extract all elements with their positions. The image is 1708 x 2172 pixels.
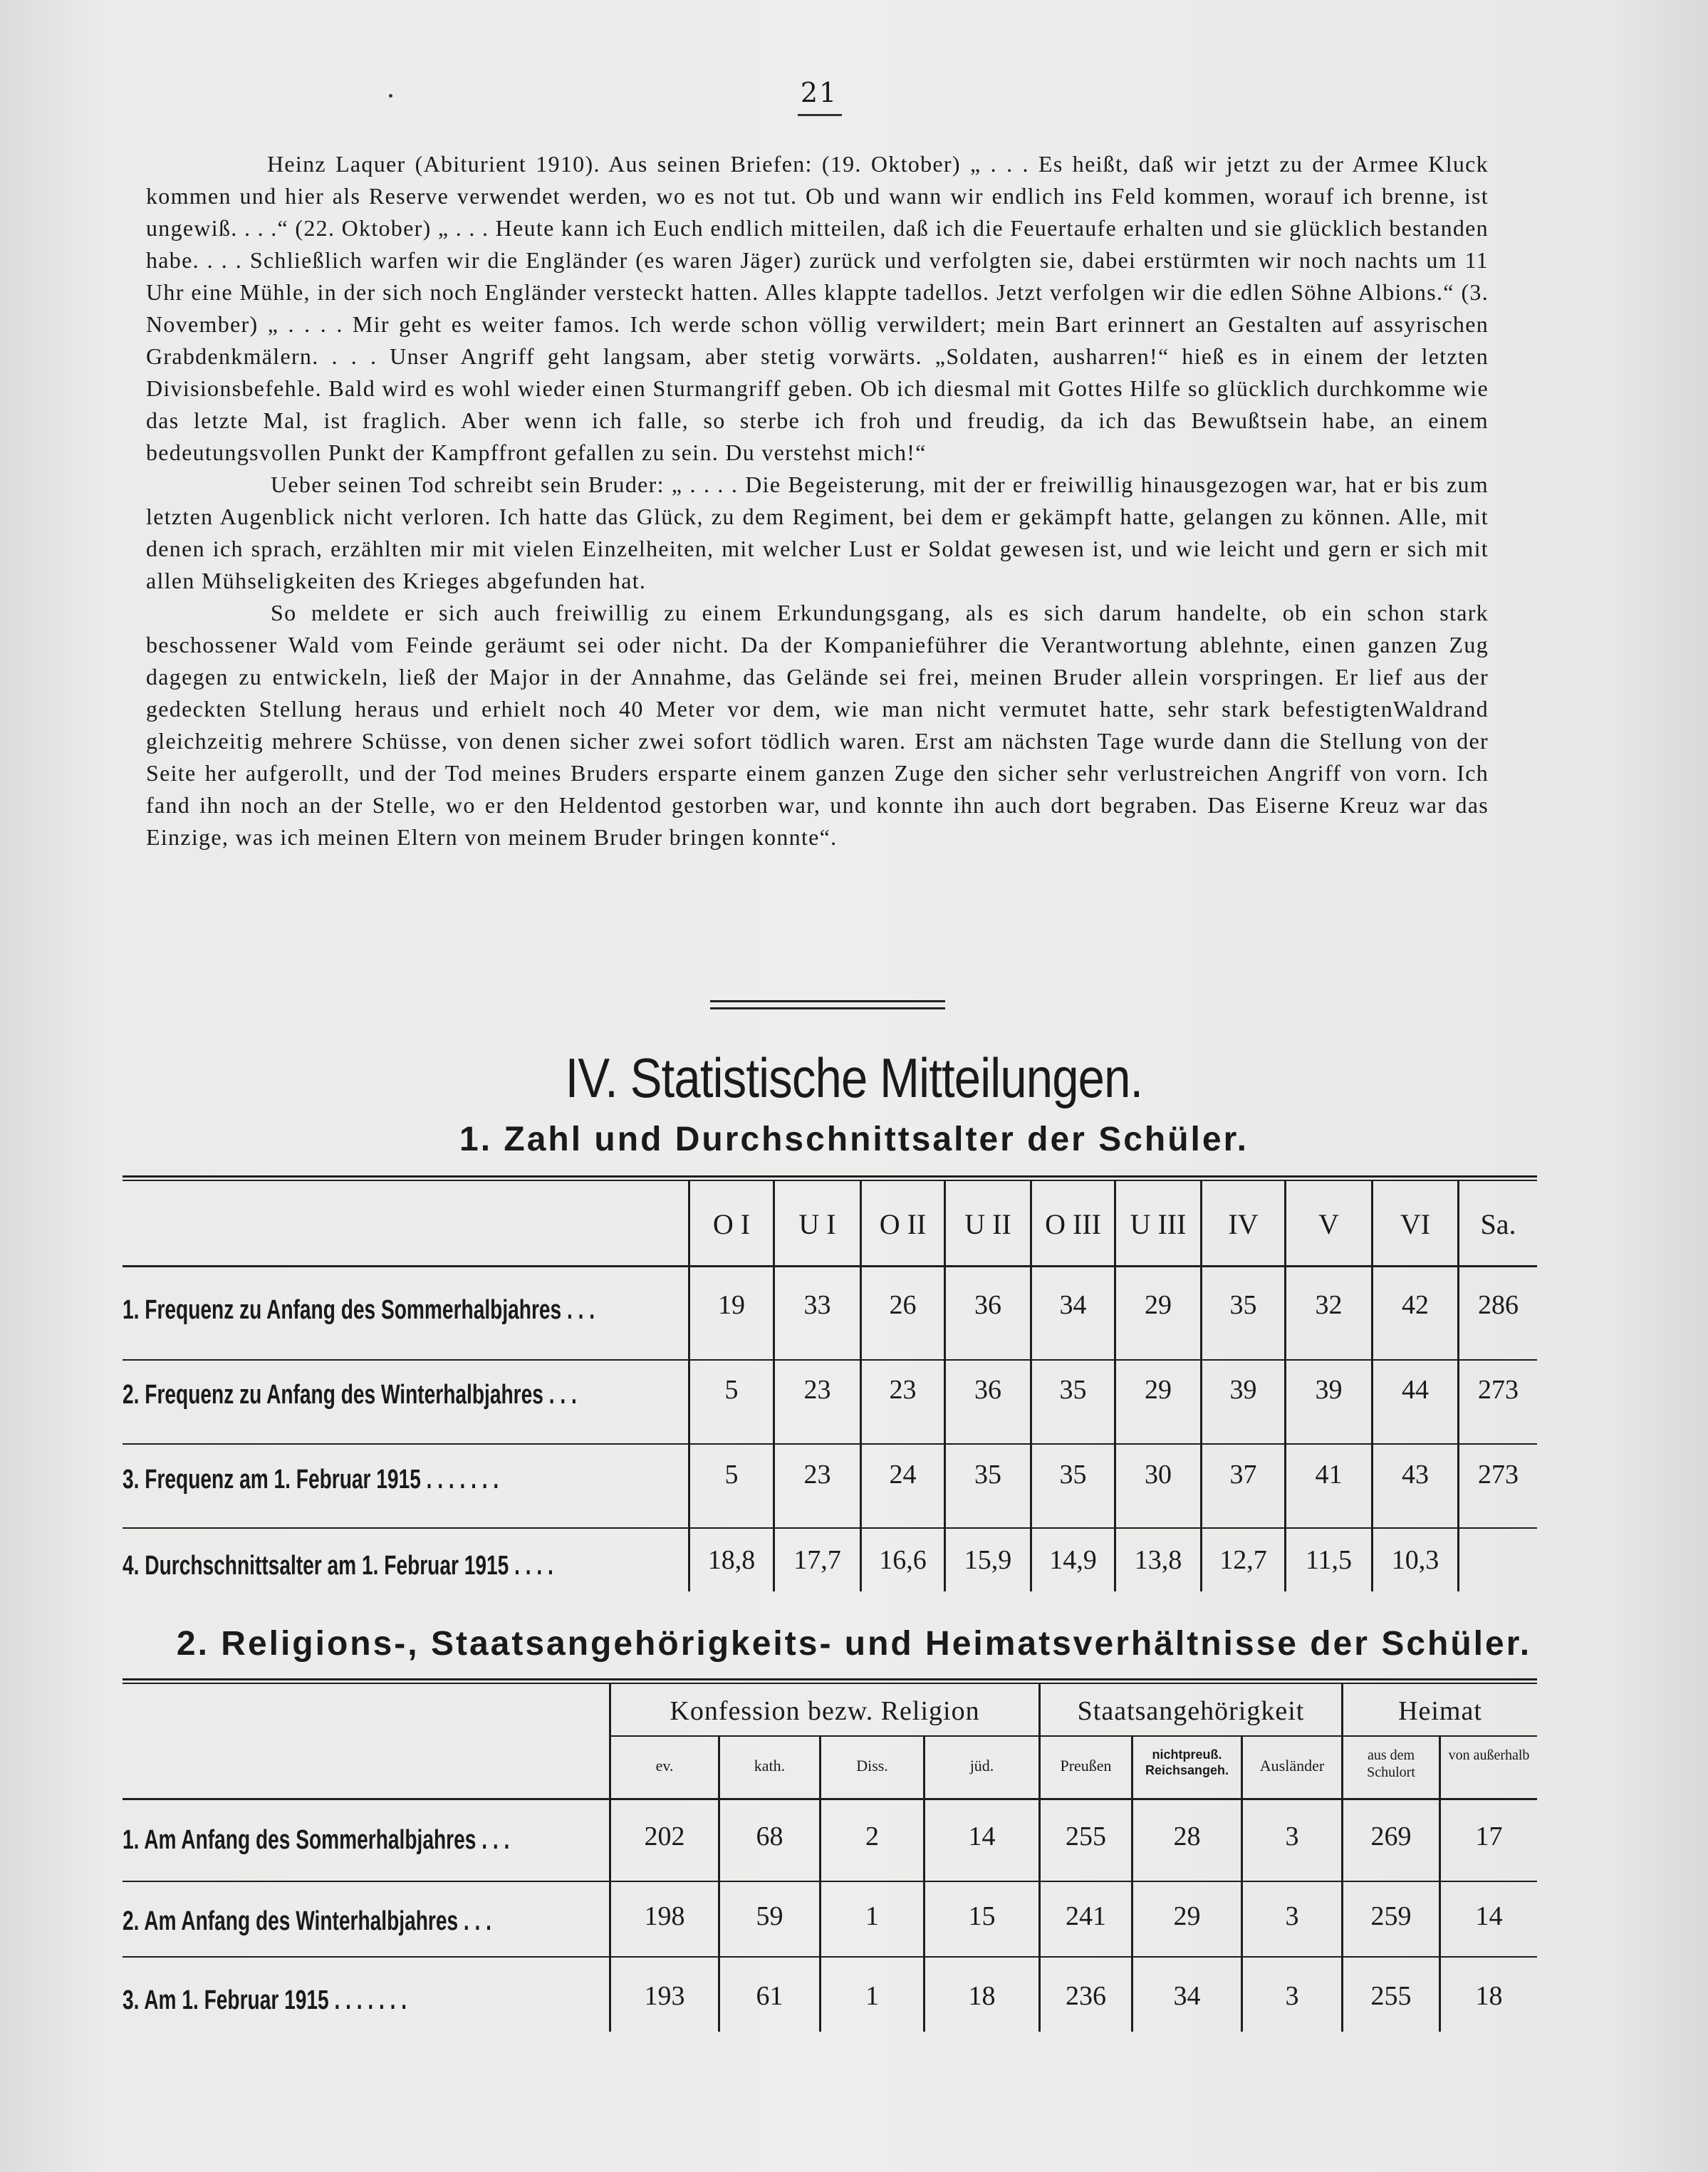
col-header: V [1318,1208,1339,1240]
section-divider-top [710,1000,945,1002]
table2-cell: 255 [1066,1822,1106,1851]
table1-row-label: 1. Frequenz zu Anfang des Sommerhalbjahres . . . [123,1295,595,1325]
table2-cell: 3 [1285,1822,1299,1851]
table2-top-rule [123,1678,1537,1680]
paragraph-brother: Ueber seinen Tod schreibt sein Bruder: „ . . . . Die Begeisterung, mit der er freiwillig hinausgezogen war, hat er bis zum letzten Augenblick nicht verloren. Ich hatte das Glück, zu dem Regiment, bei dem er gekämpft hatte, gelangen zu können. Alle, mit denen ich sprach, erzählten mir mit vielen Einzelheiten, mit welcher Lust er Soldat gewesen ist, und wie leicht und gern er sich mit allen Mühseligkeiten des Krieges abgefunden hat. [146,472,1489,593]
table1-cell: 23 [803,1460,831,1490]
col-header: U III [1130,1208,1187,1240]
table1-cell: 17,7 [793,1545,841,1575]
table1-cell: 23 [889,1375,917,1405]
col-header: O III [1045,1208,1101,1240]
table2-cell: 17 [1475,1822,1503,1851]
table1-cell: 23 [803,1375,831,1405]
table2-cell: 2 [865,1822,879,1851]
sub-header: aus dem Schulort [1367,1747,1415,1780]
table1-cell: 32 [1315,1290,1343,1320]
col-header: U I [798,1208,836,1240]
table1-cell: 35 [1059,1460,1087,1490]
table2-row-rule [123,1956,1537,1958]
paragraph-death: So meldete er sich auch freiwillig zu einem Erkundungsgang, als es sich darum handelte, ob ein schon stark beschossener Wald vom Feinde geräumt sei oder nicht. Da der Kompanieführer die Verantwortung ablehnte, einen ganzen Zug dagegen zu entwickeln, ließ der Major in der Annahme, das Gelände sei frei, meinen Bruder allein vorspringen. Er lief aus der gedeckten Stellung heraus und erhielt noch 40 Meter vor dem, wie man nicht vermutet hatte, sehr stark befestigtenWaldrand gleichzeitig mehrere Schüsse, von denen sicher zwei sofort tödlich waren. Erst am nächsten Tage wurde dann die Stellung von der Seite her aufgerollt, und der Tod meines Bruders ersparte einem ganzen Zuge den sicher sehr verlustreichen Angriff von vorn. Ich fand ihn noch an der Stelle, wo er den Heldentod gestorben war, und konnte ihn auch dort begraben. Das Eiserne Kreuz war das Einzige, was ich meinen Eltern von meinem Bruder bringen konnte“. [146,600,1489,850]
table1-cell: 44 [1402,1375,1429,1405]
table2-row-label: 1. Am Anfang des Sommerhalbjahres . . . [123,1825,510,1855]
table1-cell: 273 [1478,1375,1519,1405]
sub-header: Ausländer [1259,1757,1325,1775]
table1-top-rule [123,1175,1537,1178]
table2-group-rule [609,1735,1537,1737]
table1-cell: 13,8 [1134,1545,1182,1575]
table2-cell: 198 [644,1901,685,1931]
table2-col-rule [1038,1683,1041,2032]
col-header: U II [964,1208,1011,1240]
sub-header: von außerhalb [1448,1747,1530,1763]
table2-cell: 259 [1370,1901,1412,1931]
table1-cell: 14,9 [1049,1545,1097,1575]
section-title: IV. Statistische Mitteilungen. [565,1046,1143,1109]
table1-row-rule [123,1443,1537,1445]
table1-top-rule-2 [123,1180,1537,1181]
table1-row-label: 2. Frequenz zu Anfang des Winterhalbjahres . . . [123,1380,577,1410]
table2-cell: 241 [1066,1901,1106,1931]
col-header: Sa. [1480,1208,1516,1240]
table1-row-label: 3. Frequenz am 1. Februar 1915 . . . . . . . [123,1465,499,1495]
group-header-citizenship: Staatsangehörigkeit [1077,1696,1305,1726]
table2-cell: 29 [1173,1901,1201,1931]
section-divider-bottom [710,1007,945,1009]
table2-cell: 3 [1285,1981,1299,2011]
table2-cell: 1 [865,1981,879,2011]
table1-cell: 12,7 [1219,1545,1267,1575]
table1-cell: 35 [1059,1375,1087,1405]
table1-cell: 36 [974,1375,1001,1405]
col-header: IV [1228,1208,1259,1240]
table1-cell: 34 [1059,1290,1087,1320]
col-header: VI [1400,1208,1431,1240]
table1-cell: 11,5 [1305,1545,1353,1575]
table2-cell: 236 [1066,1981,1106,2011]
col-header: O I [712,1208,751,1240]
table1-cell: 10,3 [1391,1545,1439,1575]
table1-cell: 35 [1229,1290,1257,1320]
table1-cell: 29 [1145,1290,1172,1320]
table1-row-rule [123,1359,1537,1361]
sub-header: nichtpreuß. Reichsangeh. [1145,1747,1229,1777]
table2-cell: 18 [1475,1981,1503,2011]
table1-cell: 16,6 [879,1545,927,1575]
table2-cell: 18 [968,1981,996,2011]
table1-cell: 18,8 [707,1545,756,1575]
table2-col-rule [609,1683,611,2032]
table2-cell: 59 [756,1901,783,1931]
table2-cell: 14 [1475,1901,1503,1931]
table2-row-rule [123,1881,1537,1882]
table2-title: 2. Religions-, Staatsangehörigkeits- und Heimatsverhältnisse der Schüler. [176,1625,1532,1663]
page-number-rule [798,114,842,116]
table1-cell: 26 [889,1290,917,1320]
page-number: 21 [800,77,838,108]
table1-row-label: 4. Durchschnittsalter am 1. Februar 1915 . . . . [123,1551,553,1581]
table2-cell: 202 [644,1822,685,1851]
group-header-home: Heimat [1398,1696,1482,1726]
group-header-religion: Konfession bezw. Religion [670,1696,980,1726]
table1-cell: 39 [1229,1375,1257,1405]
table1-title: 1. Zahl und Durchschnittsalter der Schüler. [459,1121,1249,1158]
table1-cell: 30 [1145,1460,1172,1490]
sub-header: Diss. [856,1757,888,1775]
table1-cell: 19 [718,1290,745,1320]
table1-cell: 35 [974,1460,1001,1490]
table2-top-rule-2 [123,1683,1537,1684]
table2-header-rule [123,1798,1537,1800]
table1-row-rule [123,1527,1537,1529]
table2-row-label: 3. Am 1. Februar 1915 . . . . . . . [123,1985,407,2015]
table2-cell: 28 [1173,1822,1201,1851]
table2-cell: 61 [756,1981,783,2011]
col-header: O II [879,1208,927,1240]
table2-row-label: 2. Am Anfang des Winterhalbjahres . . . [123,1906,491,1936]
table2-col-rule [1341,1683,1343,2032]
table2-cell: 193 [644,1981,685,2011]
table1-cell: 36 [974,1290,1001,1320]
table1-cell: 39 [1315,1375,1343,1405]
table1-cell: 273 [1478,1460,1519,1490]
table2-cell: 68 [756,1822,783,1851]
table1-header-rule [123,1265,1537,1267]
table1-cell: 29 [1145,1375,1172,1405]
table2-cell: 1 [865,1901,879,1931]
table1-cell: 37 [1229,1460,1257,1490]
table2-cell: 255 [1370,1981,1412,2011]
table1-cell: 286 [1478,1290,1519,1320]
print-dot [389,94,392,98]
table1-cell: 41 [1315,1460,1343,1490]
table1-cell: 43 [1402,1460,1429,1490]
table2-cell: 269 [1370,1822,1412,1851]
table1-cell: 15,9 [964,1545,1012,1575]
sub-header: ev. [655,1757,674,1775]
table1-cell: 5 [724,1375,739,1405]
table2-cell: 14 [968,1822,996,1851]
table2-cell: 15 [968,1901,996,1931]
table1-cell: 24 [889,1460,917,1490]
table2-cell: 3 [1285,1901,1299,1931]
paragraph-letters: Heinz Laquer (Abiturient 1910). Aus seinen Briefen: (19. Oktober) „ . . . Es heißt, daß wir jetzt zu der Armee Kluck kommen und hier als Reserve verwendet werden, wo es not tut. Ob und wann wir endlich ins Feld kommen, worauf ich brenne, ist ungewiß. . . .“ (22. Oktober) „ . . . Heute kann ich Euch endlich mitteilen, daß ich die Feuertaufe erhalten und sie glücklich bestanden habe. . . . Schließlich warfen wir die Engländer (es waren Jäger) zurück und verfolgten sie, dabei erstürmten wir noch nachts um 11 Uhr eine Mühle, in der sich noch Engländer versteckt hatten. Alles klappte tadellos. Jetzt verfolgen wir die edlen Söhne Albions.“ (3. November) „ . . . . Mir geht es weiter famos. Ich werde schon völlig verwildert; mein Bart erinnert an Gestalten auf assyrischen Grabdenkmälern. . . . Unser Angriff geht langsam, aber stetig vorwärts. „Soldaten, ausharren!“ hieß es in einem der letzten Divisionsbefehle. Bald wird es wohl wieder einen Sturmangriff geben. Ob ich diesmal mit Gottes Hilfe so glücklich durchkomme wie das letzte Mal, ist fraglich. Aber wenn ich falle, so sterbe ich froh und freudig, da ich das Bewußtsein habe, an einem bedeutungsvollen Punkt der Kampffront gefallen zu sein. Du verstehst mich!“ [146,151,1489,465]
table1-cell: 5 [724,1460,739,1490]
sub-header: Preußen [1060,1757,1112,1775]
table2-cell: 34 [1173,1981,1201,2011]
sub-header: kath. [754,1757,786,1775]
table1-cell: 42 [1402,1290,1429,1320]
sub-header: jüd. [969,1757,994,1775]
letter-text [146,148,1489,853]
table1-cell: 33 [803,1290,831,1320]
